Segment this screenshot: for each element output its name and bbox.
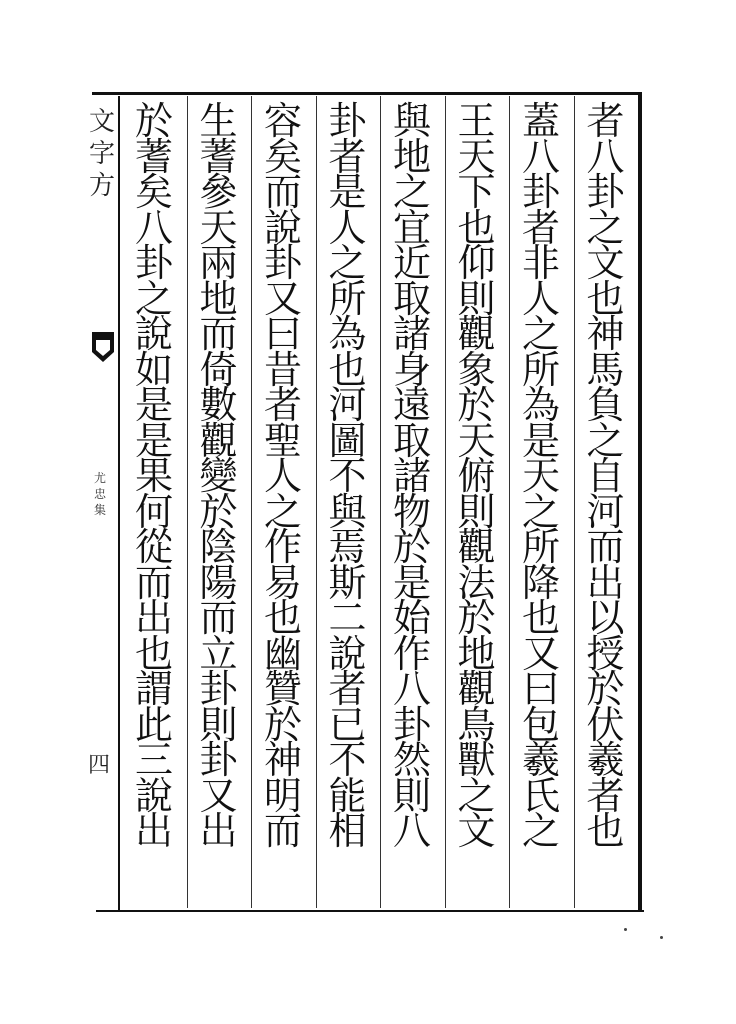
margin-title: 文 字 方 xyxy=(88,107,115,201)
text-column: 蓋 八 卦 者 非 人 之 所 為 是 天 之 所 降 也 又 曰 包 羲 氏 之 xyxy=(521,99,560,853)
speck xyxy=(624,928,627,931)
frame-top-rule xyxy=(92,92,640,95)
column-divider xyxy=(380,96,381,908)
column-divider xyxy=(574,96,575,908)
text-column: 容 矣 而 說 卦 又 曰 昔 者 聖 人 之 作 易 也 幽 贊 於 神 明 而 xyxy=(263,99,302,853)
text-column: 與 地 之 宜 近 取 諸 身 遠 取 諸 物 於 是 始 作 八 卦 然 則 八 xyxy=(392,99,431,853)
text-column: 王 天 下 也 仰 則 觀 象 於 天 俯 則 觀 法 於 地 觀 鳥 獸 之 文 xyxy=(457,99,496,853)
column-divider xyxy=(445,96,446,908)
column-divider xyxy=(251,96,252,908)
column-divider xyxy=(316,96,317,908)
text-column: 生 蓍 參 天 兩 地 而 倚 數 觀 變 於 陰 陽 而 立 卦 則 卦 又 出 xyxy=(199,99,238,853)
text-column: 卦 者 是 人 之 所 為 也 河 圖 不 與 焉 斯 二 說 者 已 不 能 相 xyxy=(328,99,367,853)
folio-number: 四 xyxy=(88,753,111,778)
column-divider xyxy=(509,96,510,908)
frame-right-rule xyxy=(638,92,642,912)
frame-left-rule xyxy=(118,96,120,910)
frame-bottom-rule xyxy=(96,910,644,912)
margin-note: 尤 忠 集 xyxy=(93,471,106,517)
text-column: 者 八 卦 之 文 也 神 馬 負 之 自 河 而 出 以 授 於 伏 羲 者 也 xyxy=(586,99,625,853)
fish-tail-mark xyxy=(90,330,116,364)
speck xyxy=(660,936,663,939)
text-column: 於 蓍 矣 八 卦 之 說 如 是 是 果 何 從 而 出 也 謂 此 三 說 出 xyxy=(134,99,173,853)
column-divider xyxy=(187,96,188,908)
